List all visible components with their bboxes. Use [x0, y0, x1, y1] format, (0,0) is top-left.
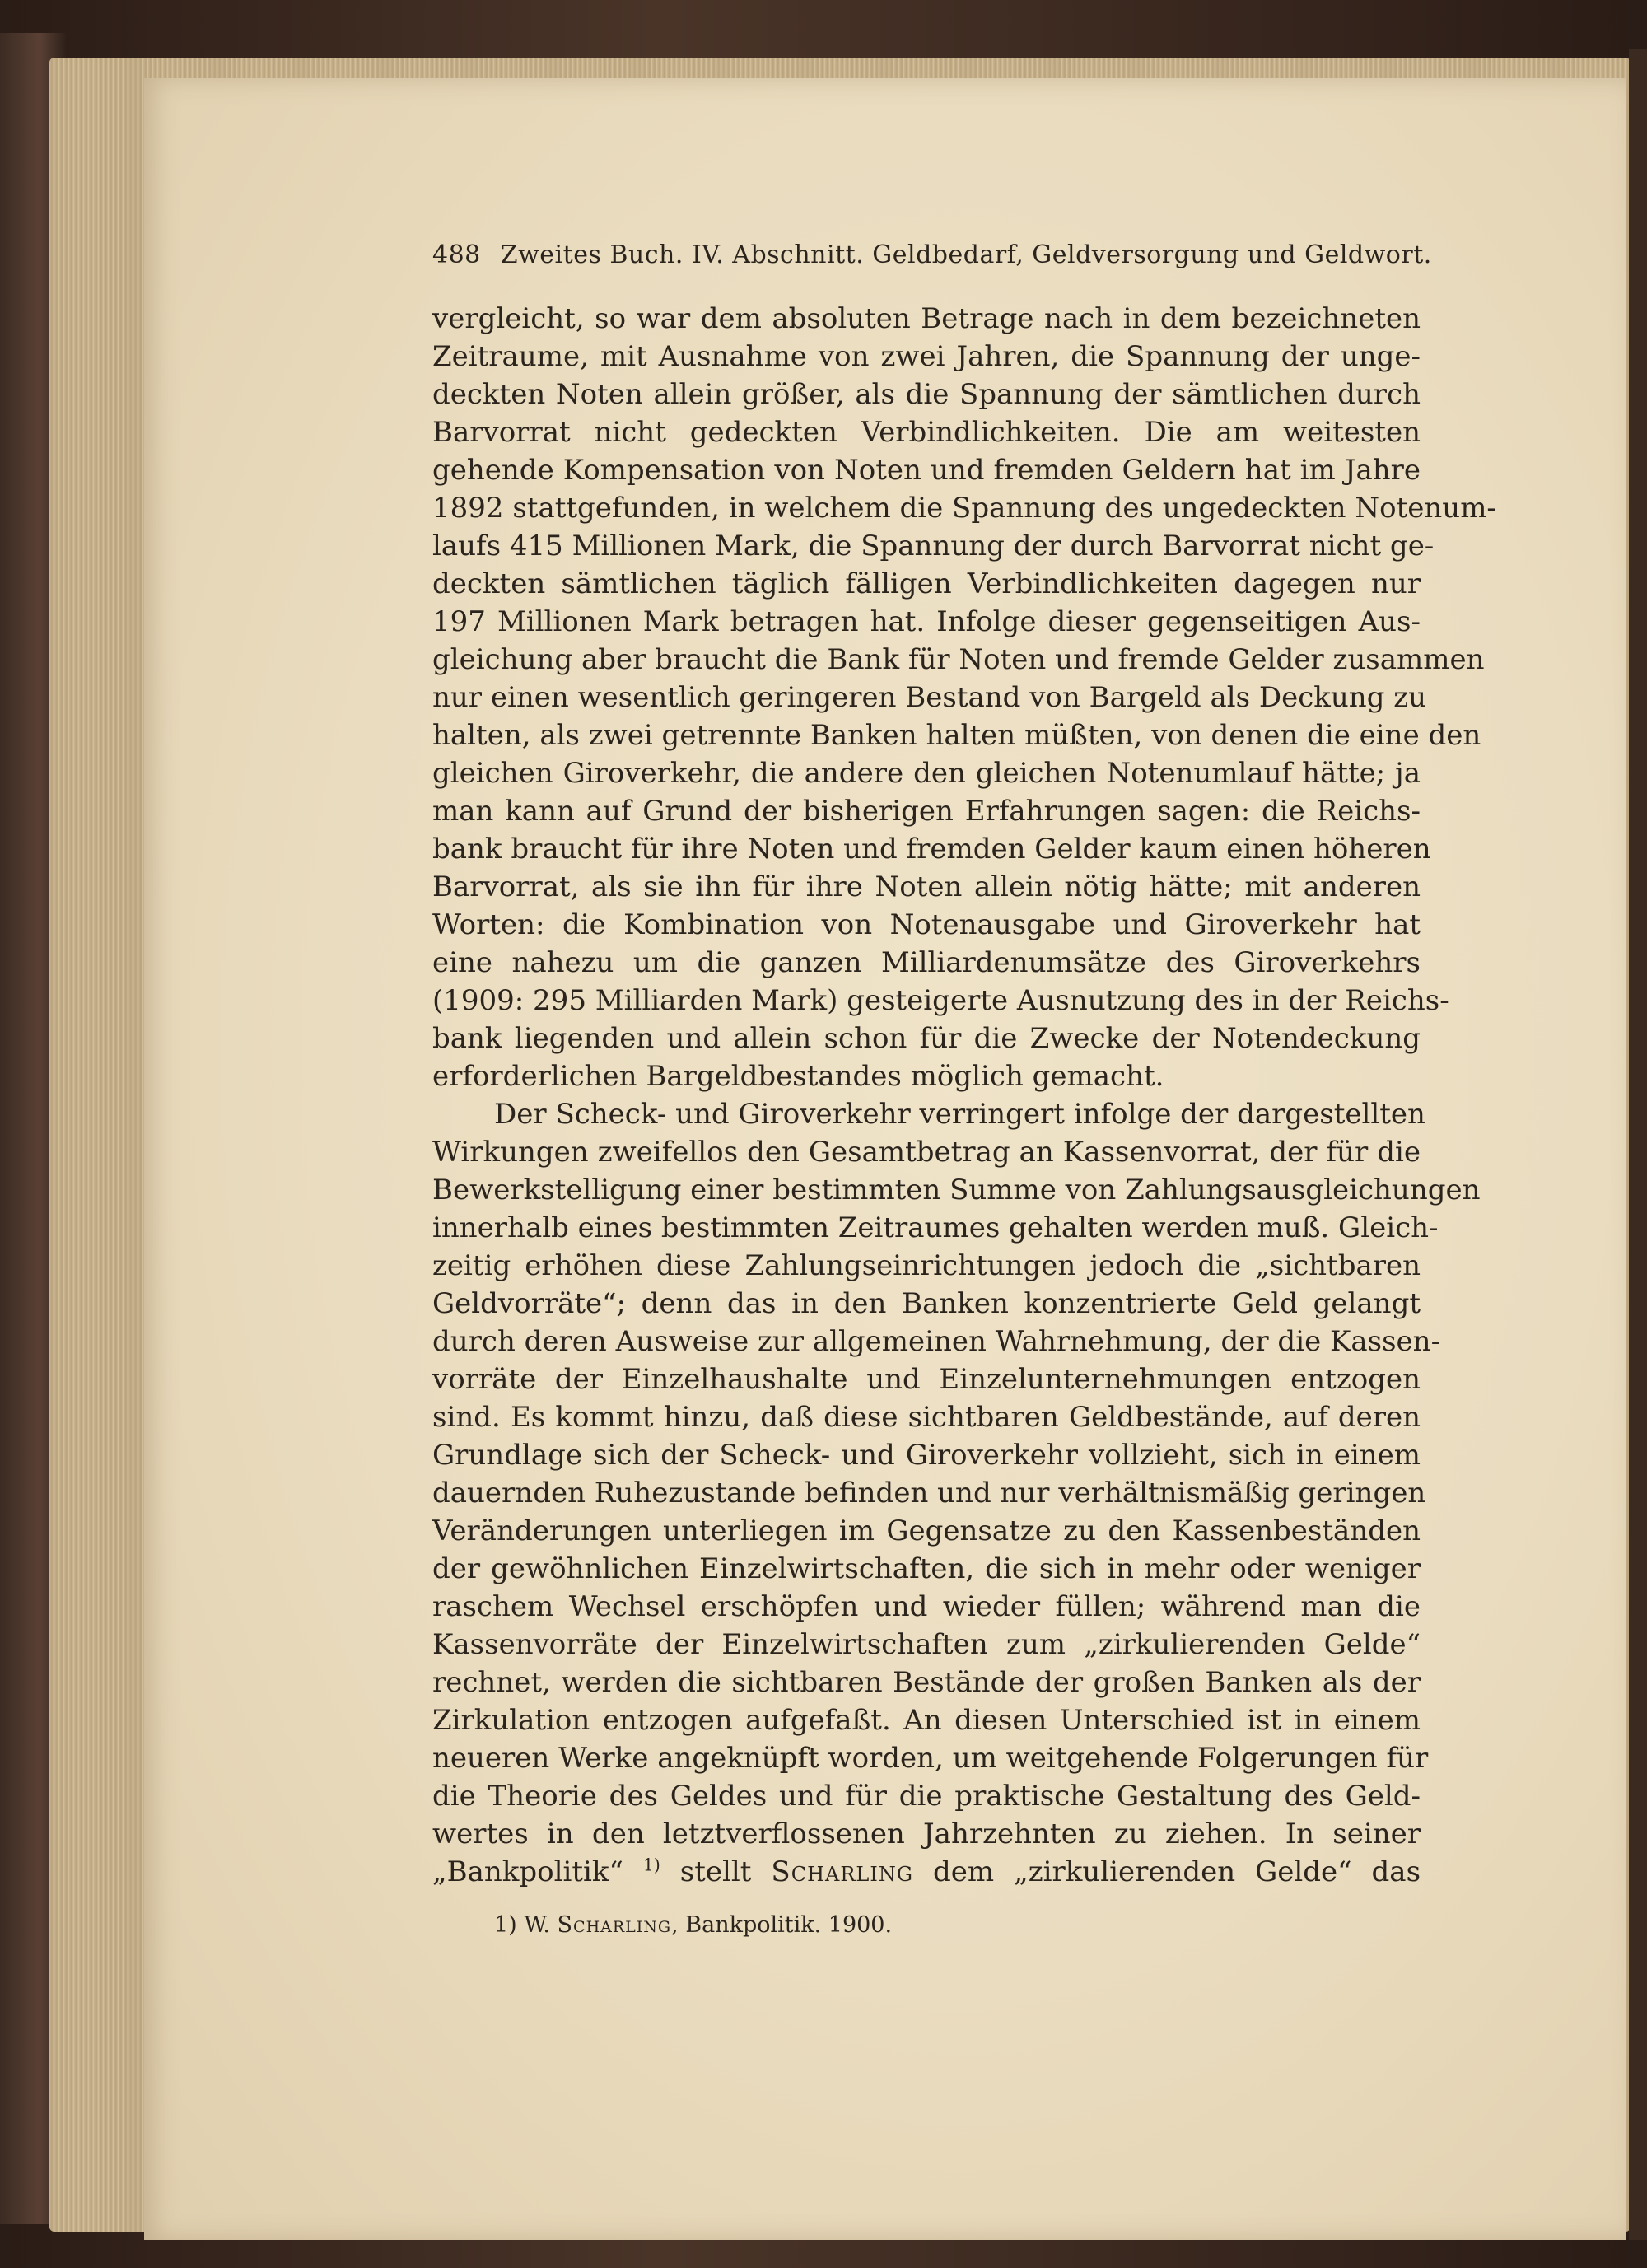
text-line: dauernden Ruhezustande befinden und nur verhältnismäßig geringen [432, 1477, 1426, 1510]
footnote-number: 1) [494, 1912, 517, 1938]
text-line: gleichen Giroverkehr, die andere den gleichen Notenumlauf hätte; ja [432, 757, 1421, 790]
text-line: gehende Kompensation von Noten und fremden Geldern hat im Jahre [432, 454, 1421, 487]
footnote-author: Scharling [557, 1912, 672, 1938]
text-line: der gewöhnlichen Einzelwirtschaften, die sich in mehr oder weniger [432, 1552, 1421, 1585]
text-line: Veränderungen unterliegen im Gegensatze zu den Kassenbeständen [432, 1514, 1421, 1547]
text-line: wertes in den letztverflossenen Jahrzehnten zu ziehen. In seiner [432, 1818, 1421, 1850]
text-line: gleichung aber braucht die Bank für Noten und fremde Gelder zusammen [432, 643, 1485, 676]
text-line: innerhalb eines bestimmten Zeitraumes gehalten werden muß. Gleich- [432, 1211, 1439, 1244]
page-number: 488 [432, 240, 481, 269]
bankpolitik-title: „Bankpolitik“ [432, 1855, 623, 1888]
text-line: rechnet, werden die sichtbaren Bestände der großen Banken als der [432, 1666, 1421, 1699]
text-line: raschem Wechsel erschöpfen und wieder füllen; während man die [432, 1590, 1421, 1623]
footnote-initial: W. [524, 1912, 550, 1938]
text-line: eine nahezu um die ganzen Milliardenumsätze des Giroverkehrs [432, 946, 1421, 979]
footnote-marker: 1) [642, 1855, 660, 1875]
text-line: nur einen wesentlich geringeren Bestand von Bargeld als Deckung zu [432, 681, 1427, 714]
text-fragment: dem „zirkulierenden Gelde“ das [932, 1855, 1421, 1888]
book-right-edge [1629, 49, 1647, 2240]
text-line: deckten sämtlichen täglich fälligen Verbindlichkeiten dagegen nur [432, 567, 1421, 600]
text-line: Bewerkstelligung einer bestimmten Summe von Zahlungsausgleichungen [432, 1174, 1481, 1206]
text-line: Barvorrat, als sie ihn für ihre Noten allein nötig hätte; mit anderen [432, 870, 1421, 903]
text-line: vergleicht, so war dem absoluten Betrage nach in dem bezeichneten [432, 302, 1421, 335]
text-line: vorräte der Einzelhaushalte und Einzelunternehmungen entzogen [432, 1363, 1421, 1396]
text-line: 197 Millionen Mark betragen hat. Infolge dieser gegenseitigen Aus- [432, 605, 1421, 638]
text-line: bank braucht für ihre Noten und fremden Gelder kaum einen höheren [432, 833, 1431, 866]
text-line: erforderlichen Bargeldbestandes möglich gemacht. [432, 1060, 1164, 1093]
text-line: man kann auf Grund der bisherigen Erfahrungen sagen: die Reichs- [432, 795, 1421, 828]
body-text [432, 300, 1496, 1891]
text-line: die Theorie des Geldes und für die praktische Gestaltung des Geld- [432, 1780, 1421, 1813]
text-line: Barvorrat nicht gedeckten Verbindlichkeiten. Die am weitesten [432, 416, 1421, 449]
footnote-rest: , Bankpolitik. 1900. [671, 1912, 893, 1938]
running-head [432, 240, 1432, 269]
text-line: zeitig erhöhen diese Zahlungseinrichtungen jedoch die „sichtbaren [432, 1249, 1421, 1282]
text-line: (1909: 295 Milliarden Mark) gesteigerte Ausnutzung des in der Reichs- [432, 984, 1449, 1017]
text-line-final [432, 1853, 1421, 1891]
text-line: Wirkungen zweifellos den Gesamtbetrag an Kassenvorrat, der für die [432, 1136, 1421, 1169]
paragraph-2 [432, 1095, 1481, 1853]
footnote [494, 1912, 892, 1938]
text-line: deckten Noten allein größer, als die Spannung der sämtlichen durch [432, 378, 1421, 411]
text-line: bank liegenden und allein schon für die Zwecke der Notendeckung [432, 1022, 1421, 1055]
text-fragment: stellt [679, 1855, 752, 1888]
text-line: Worten: die Kombination von Notenausgabe und Giroverkehr hat [432, 908, 1421, 941]
text-line: durch deren Ausweise zur allgemeinen Wahrnehmung, der die Kassen- [432, 1325, 1441, 1358]
text-line: halten, als zwei getrennte Banken halten müßten, von denen die eine den [432, 719, 1481, 752]
text-line: Kassenvorräte der Einzelwirtschaften zum „zirkulierenden Gelde“ [432, 1628, 1421, 1661]
running-head-title: Zweites Buch. IV. Abschnitt. Geldbedarf, Geldversorgung und Geldwort. [500, 240, 1432, 269]
text-line: Der Scheck- und Giroverkehr verringert infolge der dargestellten [494, 1098, 1425, 1131]
text-line: Zeitraume, mit Ausnahme von zwei Jahren, die Spannung der unge- [432, 340, 1421, 373]
text-line: neueren Werke angeknüpft worden, um weitgehende Folgerungen für [432, 1742, 1429, 1775]
text-line: Zirkulation entzogen aufgefaßt. An diesen Unterschied ist in einem [432, 1704, 1421, 1737]
author-name: Scharling [771, 1855, 913, 1888]
text-line: sind. Es kommt hinzu, daß diese sichtbaren Geldbestände, auf deren [432, 1401, 1421, 1434]
paragraph-1 [432, 300, 1496, 1095]
text-line: Grundlage sich der Scheck- und Giroverkehr vollzieht, sich in einem [432, 1439, 1421, 1472]
text-line: Geldvorräte“; denn das in den Banken konzentrierte Geld gelangt [432, 1287, 1421, 1320]
text-line: laufs 415 Millionen Mark, die Spannung der durch Barvorrat nicht ge- [432, 530, 1435, 562]
text-line: 1892 stattgefunden, in welchem die Spannung des ungedeckten Notenum- [432, 492, 1496, 525]
